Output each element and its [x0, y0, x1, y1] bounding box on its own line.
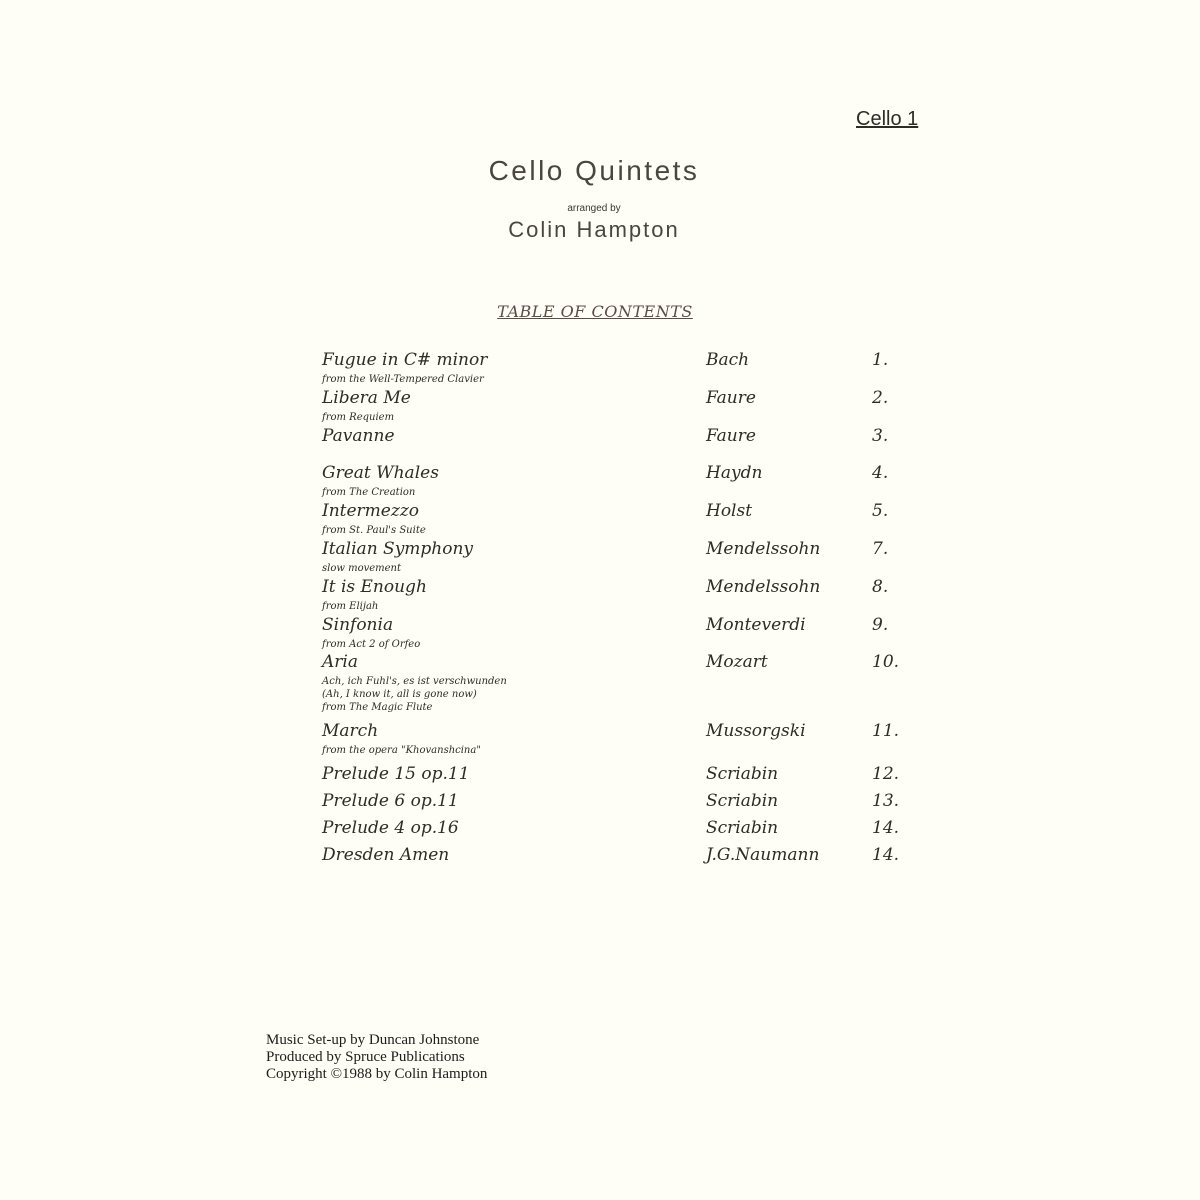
page-title: Cello Quintets: [488, 155, 700, 186]
page-number: 1.: [872, 350, 889, 370]
composer-name: Haydn: [706, 463, 763, 483]
composer-name: Bach: [706, 350, 750, 370]
piece-title: Libera Me: [322, 388, 411, 408]
composer-name: J.G.Naumann: [706, 845, 820, 865]
piece-title: Prelude 4 op.16: [322, 818, 459, 838]
piece-subtitle: slow movement: [322, 563, 402, 574]
piece-title: Italian Symphony: [322, 539, 474, 559]
composer-name: Mussorgski: [706, 721, 806, 741]
piece-subtitle: from Elijah: [322, 601, 379, 612]
piece-subtitle: from the opera "Khovanshcina": [322, 745, 481, 756]
composer-name: Mendelssohn: [706, 577, 821, 597]
page-number: 2.: [872, 388, 889, 408]
page-number: 13.: [872, 791, 900, 811]
page-number: 3.: [872, 426, 889, 446]
composer-name: Scriabin: [706, 818, 779, 838]
page-number: 14.: [872, 818, 900, 838]
composer-name: Mendelssohn: [706, 539, 821, 559]
composer-name: Faure: [706, 388, 756, 408]
composer-name: Monteverdi: [706, 615, 806, 635]
piece-title: Prelude 15 op.11: [322, 764, 470, 784]
composer-name: Scriabin: [706, 791, 779, 811]
composer-name: Scriabin: [706, 764, 779, 784]
piece-subtitle: from The Magic Flute: [322, 702, 433, 713]
page-number: 4.: [872, 463, 889, 483]
piece-title: Sinfonia: [322, 615, 394, 635]
piece-subtitle: Ach, ich Fuhl's, es ist verschwunden: [322, 676, 507, 687]
part-label: Cello 1: [856, 108, 919, 130]
piece-title: Dresden Amen: [322, 845, 450, 865]
piece-title: Fugue in C# minor: [322, 350, 488, 370]
page-number: 11.: [872, 721, 900, 741]
piece-title: March: [322, 721, 379, 741]
page-number: 8.: [872, 577, 889, 597]
composer-name: Faure: [706, 426, 756, 446]
piece-subtitle: from Requiem: [322, 412, 395, 423]
piece-subtitle: from Act 2 of Orfeo: [322, 639, 421, 650]
page-number: 14.: [872, 845, 900, 865]
credit-line: Produced by Spruce Publications: [266, 1049, 465, 1065]
piece-title: Great Whales: [322, 463, 439, 483]
page-number: 9.: [872, 615, 889, 635]
page-number: 7.: [872, 539, 889, 559]
piece-title: Pavanne: [322, 426, 395, 446]
arranger-name: Colin Hampton: [508, 217, 680, 242]
piece-subtitle: (Ah, I know it, all is gone now): [322, 689, 477, 700]
page-number: 10.: [872, 652, 900, 672]
piece-subtitle: from The Creation: [322, 487, 416, 498]
piece-title: Prelude 6 op.11: [322, 791, 459, 811]
piece-title: Intermezzo: [322, 501, 420, 521]
page-number: 5.: [872, 501, 889, 521]
composer-name: Mozart: [706, 652, 768, 672]
piece-title: It is Enough: [322, 577, 427, 597]
composer-name: Holst: [706, 501, 753, 521]
piece-title: Aria: [322, 652, 358, 672]
credit-line: Copyright ©1988 by Colin Hampton: [266, 1066, 488, 1082]
arranged-by-label: arranged by: [567, 203, 621, 214]
piece-subtitle: from St. Paul's Suite: [322, 525, 426, 536]
piece-subtitle: from the Well-Tempered Clavier: [322, 374, 484, 385]
page-number: 12.: [872, 764, 900, 784]
table-of-contents: [322, 0, 922, 1200]
toc-heading: TABLE OF CONTENTS: [497, 302, 693, 321]
credit-line: Music Set-up by Duncan Johnstone: [266, 1032, 480, 1048]
credits: [266, 1032, 487, 1083]
